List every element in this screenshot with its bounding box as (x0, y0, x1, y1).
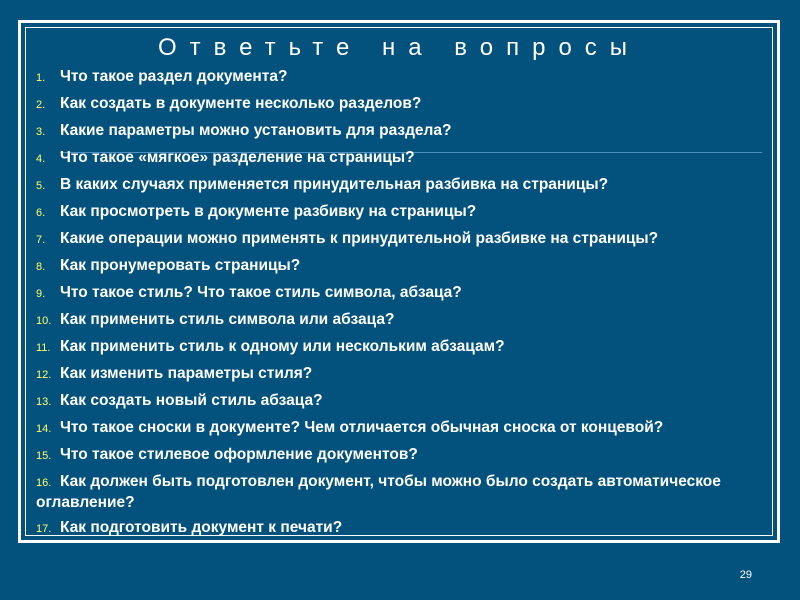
item-text: Что такое стилевое оформление документов? (60, 446, 418, 463)
item-text: В каких случаях применяется принудительная разбивка на страницы? (60, 176, 609, 193)
list-item (36, 310, 766, 331)
item-number: 15. (36, 450, 52, 462)
item-text: Что такое «мягкое» разделение на страницы? (60, 149, 415, 166)
list-item (36, 518, 766, 539)
item-number: 3. (36, 126, 46, 138)
item-number: 11. (36, 342, 51, 354)
list-item (36, 364, 766, 385)
list-item (36, 337, 766, 358)
item-number: 7. (36, 234, 46, 246)
item-text: Как просмотреть в документе разбивку на страницы? (60, 203, 477, 220)
list-item (36, 67, 766, 88)
item-text: Что такое раздел документа? (60, 68, 288, 85)
item-text: Как пронумеровать страницы? (60, 257, 301, 274)
list-item (36, 148, 766, 169)
list-item (36, 121, 766, 142)
list-item (36, 256, 766, 277)
item-number: 9. (36, 288, 46, 300)
item-number: 1. (36, 72, 46, 84)
item-number: 6. (36, 207, 46, 219)
list-item (36, 175, 766, 196)
slide-title: Ответьте на вопросы (157, 34, 641, 61)
item-number: 10. (36, 315, 52, 327)
item-text: Как создать в документе несколько разделов? (60, 95, 422, 112)
page-number: 29 (739, 569, 752, 581)
item-text: Что такое стиль? Что такое стиль символа, абзаца? (60, 284, 462, 301)
list-item (36, 391, 766, 412)
item-text: Как подготовить документ к печати? (60, 519, 343, 536)
item-text: Как должен быть подготовлен документ, чтобы можно было создать автоматическое оглавление? (36, 473, 721, 511)
list-item (36, 94, 766, 115)
item-number: 16. (36, 477, 52, 489)
item-text: Какие операции можно применять к принудительной разбивке на страницы? (60, 230, 659, 247)
question-list (36, 67, 766, 545)
item-text: Как изменить параметры стиля? (60, 365, 313, 382)
item-number: 17. (36, 523, 52, 535)
item-number: 8. (36, 261, 46, 273)
item-number: 12. (36, 369, 52, 381)
item-text: Как применить стиль к одному или нескольким абзацам? (60, 338, 505, 355)
list-item (36, 229, 766, 250)
item-text: Как применить стиль символа или абзаца? (60, 311, 395, 328)
list-item (36, 418, 766, 439)
item-text: Как создать новый стиль абзаца? (60, 392, 323, 409)
item-number: 2. (36, 99, 46, 111)
item-number: 4. (36, 153, 46, 165)
item-number: 5. (36, 180, 46, 192)
item-text: Какие параметры можно установить для раздела? (60, 122, 452, 139)
list-item (36, 445, 766, 466)
item-text: Что такое сноски в документе? Чем отличается обычная сноска от концевой? (60, 419, 664, 436)
item-number: 14. (36, 423, 52, 435)
list-item (36, 202, 766, 223)
list-item (36, 472, 766, 512)
item-number: 13. (36, 396, 52, 408)
list-item (36, 283, 766, 304)
